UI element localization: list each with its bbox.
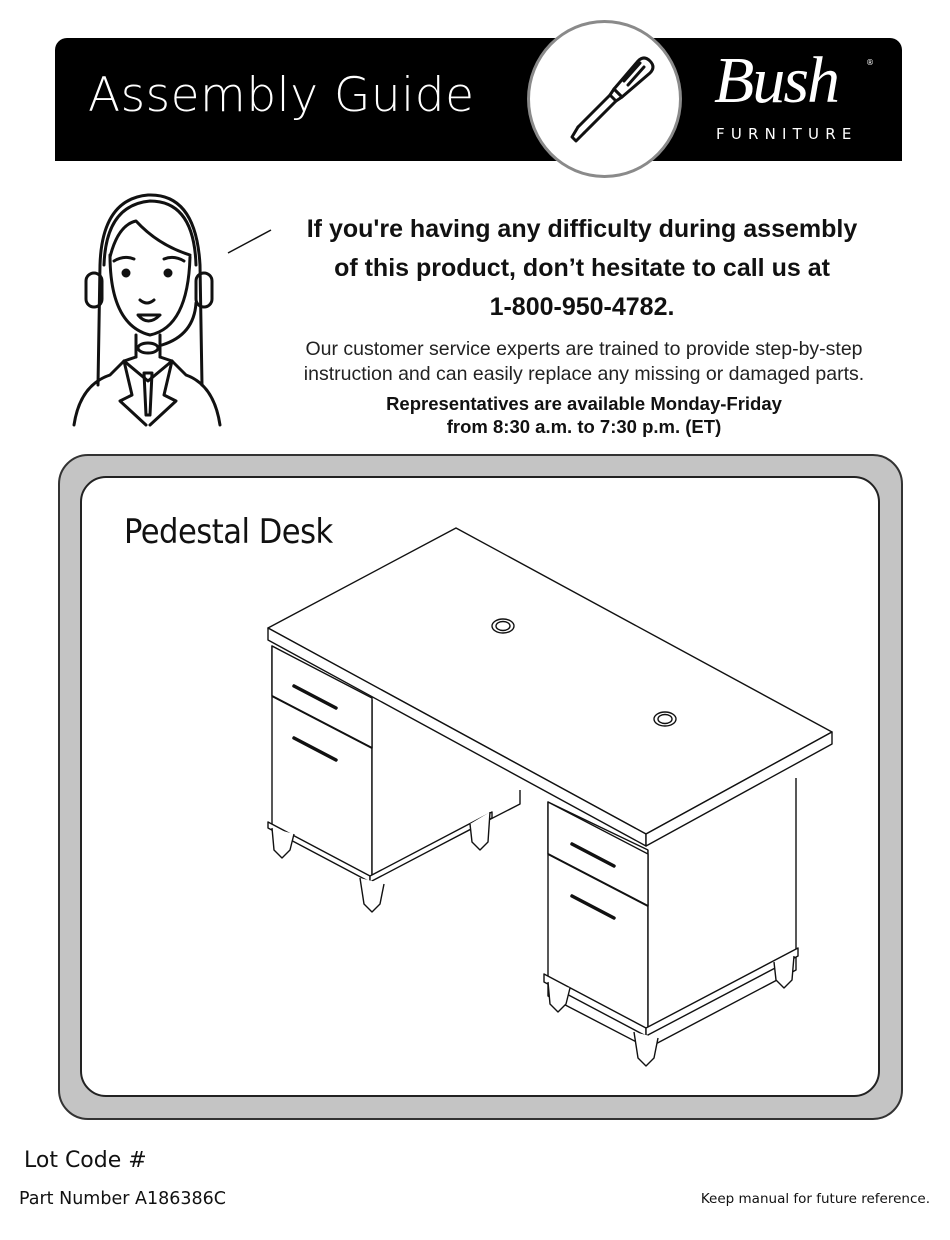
registered-mark: ® xyxy=(866,58,874,67)
support-body-line2: instruction and can easily replace any missing or damaged parts. xyxy=(303,363,865,385)
support-hours xyxy=(270,392,898,438)
product-name: Pedestal Desk xyxy=(124,512,333,552)
brand-subtitle: FURNITURE xyxy=(716,125,858,143)
support-heading xyxy=(282,210,882,327)
support-heading-line1: If you're having any difficulty during assembly xyxy=(306,215,858,243)
brand-logo: Bush xyxy=(714,44,838,117)
support-description xyxy=(270,337,898,387)
screwdriver-icon xyxy=(552,45,662,155)
pedestal-desk-illustration xyxy=(260,520,850,1080)
lot-code-label: Lot Code # xyxy=(24,1148,147,1173)
support-hours-line2: from 8:30 a.m. to 7:30 p.m. (ET) xyxy=(446,416,722,437)
support-heading-line2: of this product, don’t hesitate to call us at xyxy=(334,254,830,282)
customer-service-agent-icon xyxy=(60,185,280,435)
keep-manual-note: Keep manual for future reference. xyxy=(700,1191,930,1207)
part-number: Part Number A186386C xyxy=(19,1189,226,1209)
screwdriver-badge xyxy=(527,20,682,178)
support-body-line1: Our customer service experts are trained to provide step-by-step xyxy=(305,338,863,360)
support-phone: 1-800-950-4782. xyxy=(489,293,675,321)
guide-title: Assembly Guide xyxy=(88,68,475,123)
support-hours-line1: Representatives are available Monday-Friday xyxy=(386,393,782,414)
